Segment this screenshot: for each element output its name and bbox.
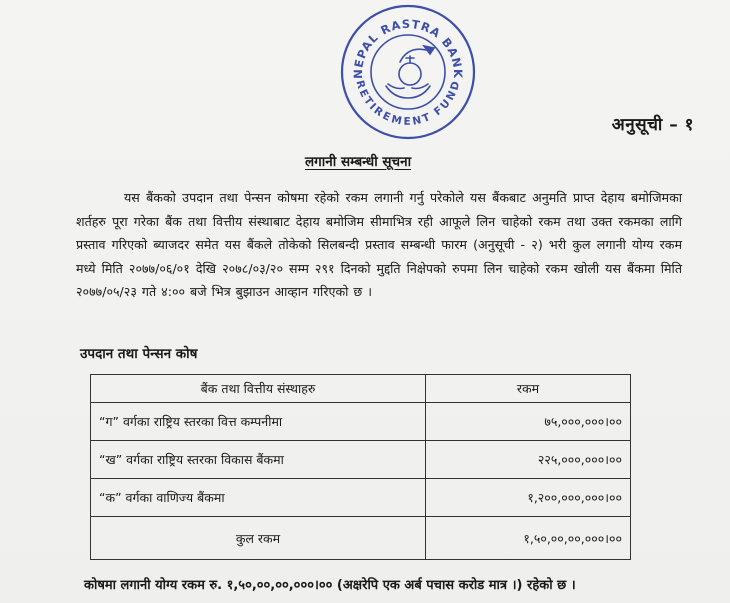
header-amount: रकम: [426, 375, 631, 403]
seal-top-text: NEPAL RASTRA BANK: [350, 16, 466, 79]
section-title: उपदान तथा पेन्सन कोष: [80, 346, 198, 362]
institution-cell: “ग” वर्गका राष्ट्रिय स्तरका वित्त कम्पनीमा: [91, 403, 426, 441]
total-label: कुल रकम: [91, 517, 426, 560]
table-row: [91, 479, 631, 517]
svg-text:NEPAL RASTRA BANK: [351, 17, 465, 79]
table-total-row: [91, 517, 631, 560]
nepal-rastra-bank-seal: [338, 2, 478, 142]
amount-cell: २२५,०००,०००।००: [426, 441, 631, 479]
table-header-row: [91, 375, 631, 403]
seal-emblem-icon: [386, 46, 434, 98]
investment-table: [90, 374, 631, 560]
header-institutions: बैंक तथा वित्तीय संस्थाहरु: [91, 375, 426, 403]
amount-cell: १,२००,०००,०००।००: [426, 479, 631, 517]
amount-cell: ७५,०००,०००।००: [426, 403, 631, 441]
seal-bottom-text: RETIREMENT FUND: [353, 79, 463, 128]
notice-paragraph: [76, 186, 682, 304]
institution-cell: “ख” वर्गका राष्ट्रिय स्तरका विकास बैंकमा: [91, 441, 426, 479]
notice-title: लगानी सम्बन्धी सूचना: [305, 154, 412, 170]
footer-statement: कोषमा लगानी योग्य रकम रु. १,५०,००,००,०००।०० (अक्षरेपि एक अर्ब पचास करोड मात्र ।) रहेको छ ।: [84, 578, 576, 593]
total-amount: १,५०,००,००,०००।००: [426, 517, 631, 560]
annex-label: अनुसूची – १: [611, 115, 694, 135]
table-row: [91, 403, 631, 441]
table-row: [91, 441, 631, 479]
institution-cell: “क” वर्गका वाणिज्य बैंकमा: [91, 479, 426, 517]
svg-text:RETIREMENT FUND: [353, 79, 462, 128]
paragraph-text: यस बैंकको उपदान तथा पेन्सन कोषमा रहेको रकम लगानी गर्नु परेकोले यस बैंकबाट अनुमति प्राप्त देहाय बमोजिमका शर्तहरु पूरा गरेका बैंक तथा वित्तीय संस्थाबाट देहाय बमोजिम सीमाभित्र रही आफूले लिन चाहेको रकम तथा उक्त रकमका लागि प्रस्ताव गरिएको ब्याजदर समेत यस बैंकले तोकेको सिलबन्दी प्रस्ताव सम्बन्धी फारम (अनुसूची - २) भरी कुल लगानी योग्य रकम मध्ये मिति २०७७/०६/०१ देखि २०७८/०३/२० सम्म २९१ दिनको मुद्दति निक्षेपको रुपमा लिन चाहेको रकम खोली यस बैंकमा मिति २०७७/०५/२३ गते ४:०० बजे भित्र बुझाउन आव्हान गरिएको छ ।: [76, 190, 682, 300]
